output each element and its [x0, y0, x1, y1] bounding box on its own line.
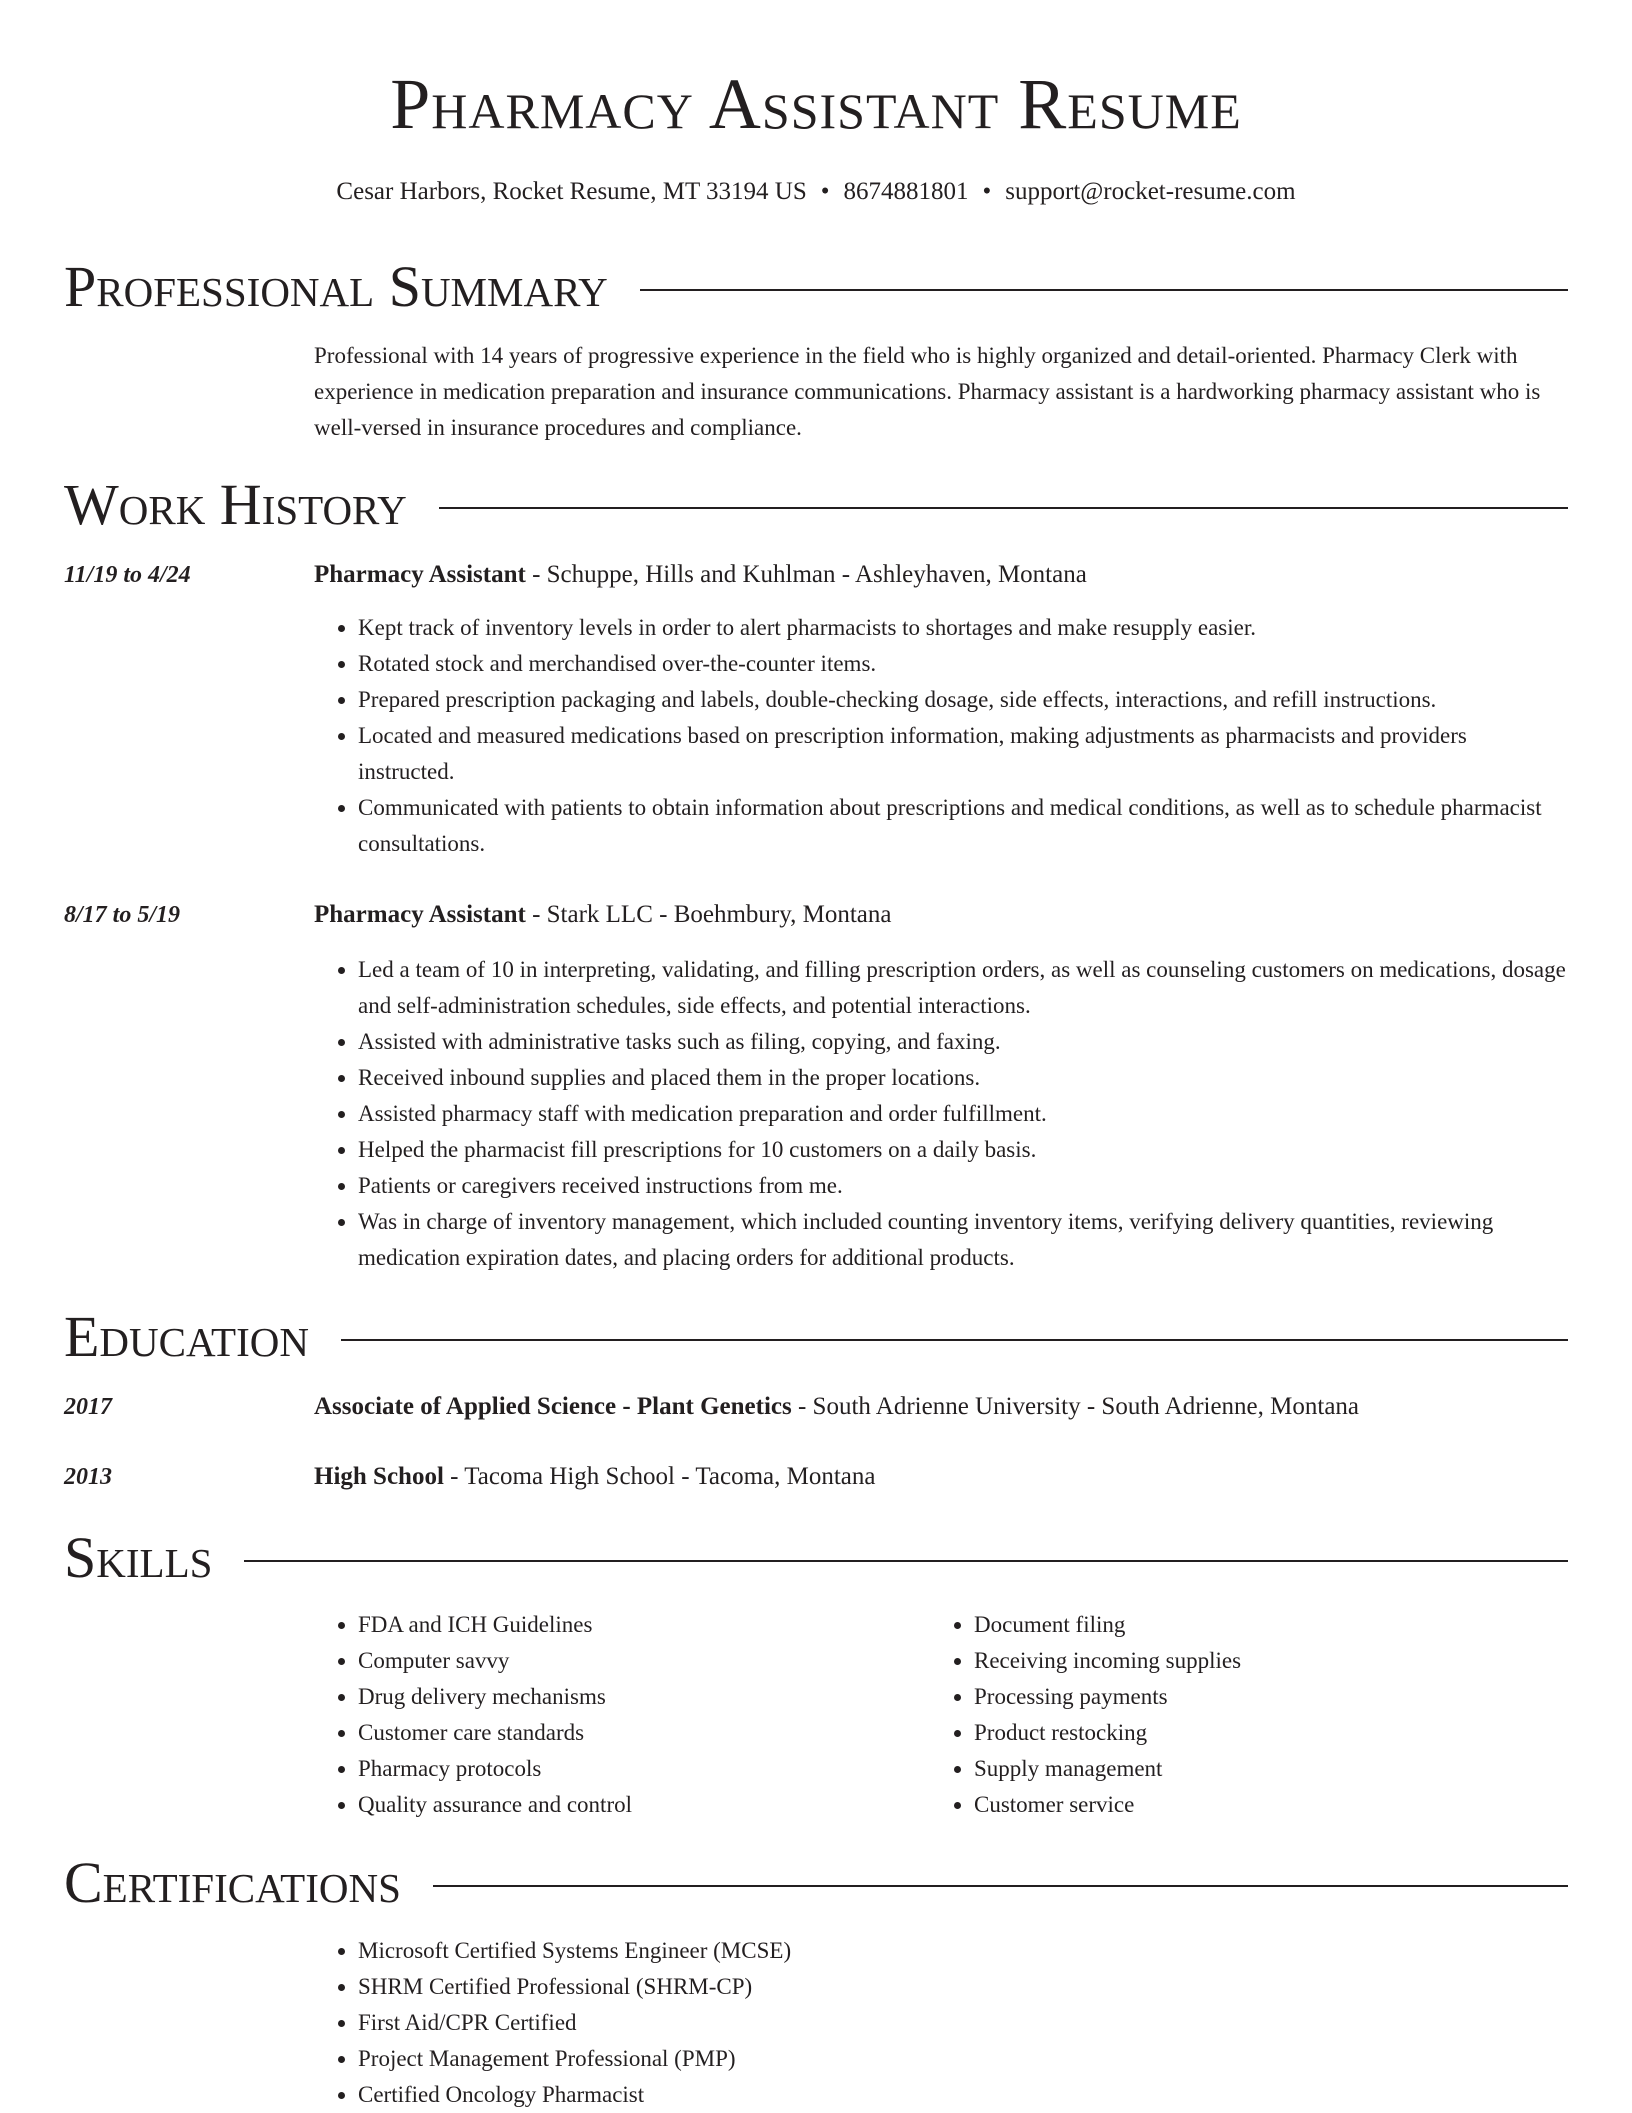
job-details: - Schuppe, Hills and Kuhlman - Ashleyhaven, Montana [525, 561, 1087, 588]
list-item: • Assisted with administrative tasks such as filing, copying, and faxing. [358, 1024, 1568, 1060]
list-item: • Quality assurance and control [358, 1787, 872, 1823]
contact-separator: • [982, 178, 992, 205]
skills-list-right [930, 1607, 1568, 1823]
job-bullets [314, 610, 1568, 862]
list-item: • Supply management [974, 1751, 1568, 1787]
list-item: • Assisted pharmacy staff with medication preparation and order fulfillment. [358, 1096, 1568, 1132]
list-item: • Prepared prescription packaging and labels, double-checking dosage, side effects, interactions, and refill instructions. [358, 682, 1568, 718]
section-heading: Education [64, 1304, 309, 1369]
list-item: • Received inbound supplies and placed them in the proper locations. [358, 1060, 1568, 1096]
job-title: Pharmacy Assistant [314, 561, 526, 588]
section-heading: Certifications [64, 1850, 401, 1915]
education-year: 2017 [64, 1394, 112, 1420]
section-work-history [64, 472, 1568, 538]
list-item: • Product restocking [974, 1715, 1568, 1751]
section-heading: Professional Summary [64, 254, 608, 319]
section-skills [64, 1525, 1568, 1591]
section-summary [64, 254, 1568, 320]
section-heading: Skills [64, 1525, 213, 1590]
education-entry [314, 1389, 1568, 1425]
job-header [314, 557, 1568, 593]
contact-line [0, 176, 1632, 208]
summary-text: Professional with 14 years of progressive experience in the field who is highly organized and detail-oriented. Pharmacy Clerk with experience in medication preparation and insurance communications. Pharmacy assistant is a hardworking pharmacy assistant who is well-versed in insurance procedures and compliance. [314, 343, 1541, 440]
list-item: • Processing payments [974, 1679, 1568, 1715]
education-details: - South Adrienne University - South Adrienne, Montana [791, 1393, 1360, 1420]
skills-list-left [314, 1607, 872, 1823]
list-item: • Drug delivery mechanisms [358, 1679, 872, 1715]
list-item: • Receiving incoming supplies [974, 1643, 1568, 1679]
list-item: • Document filing [974, 1607, 1568, 1643]
section-rule [433, 1885, 1568, 1887]
list-item: • FDA and ICH Guidelines [358, 1607, 872, 1643]
list-item: • Kept track of inventory levels in order to alert pharmacists to shortages and make resupply easier. [358, 610, 1568, 646]
resume-title: Pharmacy Assistant Resume [390, 64, 1242, 144]
section-certifications [64, 1850, 1568, 1916]
list-item: • Certified Oncology Pharmacist [358, 2077, 1568, 2113]
section-heading: Work History [64, 472, 407, 537]
job-bullets [314, 952, 1568, 1276]
education-degree: Associate of Applied Science - Plant Genetics [314, 1393, 792, 1420]
list-item: • Rotated stock and merchandised over-the-counter items. [358, 646, 1568, 682]
list-item: • Was in charge of inventory management, which included counting inventory items, verifying delivery quantities, reviewing medication expiration dates, and placing orders for additional products. [358, 1204, 1568, 1276]
contact-separator: • [820, 178, 830, 205]
list-item: • Customer care standards [358, 1715, 872, 1751]
section-rule [341, 1339, 1568, 1341]
certifications-list [314, 1933, 1568, 2113]
job-details: - Stark LLC - Boehmbury, Montana [525, 901, 892, 928]
job-dates: 8/17 to 5/19 [64, 902, 181, 928]
job-dates: 11/19 to 4/24 [64, 562, 191, 588]
section-rule [640, 289, 1568, 291]
list-item: • Project Management Professional (PMP) [358, 2041, 1568, 2077]
list-item: • Patients or caregivers received instructions from me. [358, 1168, 1568, 1204]
list-item: • Customer service [974, 1787, 1568, 1823]
education-details: - Tacoma High School - Tacoma, Montana [443, 1463, 876, 1490]
education-entry [314, 1459, 1568, 1495]
contact-email: support@rocket-resume.com [1005, 178, 1296, 205]
section-education [64, 1304, 1568, 1370]
list-item: • Helped the pharmacist fill prescriptions for 10 customers on a daily basis. [358, 1132, 1568, 1168]
list-item: • SHRM Certified Professional (SHRM-CP) [358, 1969, 1568, 2005]
contact-address: Cesar Harbors, Rocket Resume, MT 33194 US [336, 178, 807, 205]
section-rule [439, 507, 1568, 509]
education-year: 2013 [64, 1464, 112, 1490]
job-header [314, 897, 1568, 933]
list-item: • Microsoft Certified Systems Engineer (MCSE) [358, 1933, 1568, 1969]
education-degree: High School [314, 1463, 444, 1490]
job-title: Pharmacy Assistant [314, 901, 526, 928]
list-item: • Located and measured medications based on prescription information, making adjustments as pharmacists and providers instructed. [358, 718, 1568, 790]
list-item: • Led a team of 10 in interpreting, validating, and filling prescription orders, as well as counseling customers on medications, dosage and self-administration schedules, side effects, and potential interactions. [358, 952, 1568, 1024]
list-item: • Computer savvy [358, 1643, 872, 1679]
contact-phone: 8674881801 [843, 178, 969, 205]
list-item: • Communicated with patients to obtain information about prescriptions and medical conditions, as well as to schedule pharmacist consultations. [358, 790, 1568, 862]
list-item: • First Aid/CPR Certified [358, 2005, 1568, 2041]
section-rule [244, 1560, 1568, 1562]
list-item: • Pharmacy protocols [358, 1751, 872, 1787]
